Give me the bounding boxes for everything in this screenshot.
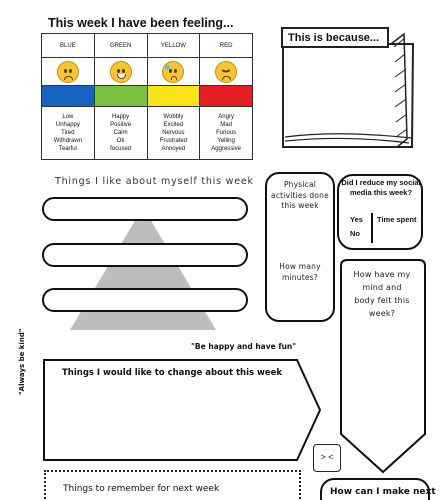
always-be-kind-label: "Always be kind"	[18, 328, 26, 395]
page-title: This week I have been feeling...	[48, 16, 234, 30]
sad-face-icon	[57, 61, 79, 83]
make-next-label: How can I make next	[330, 487, 436, 497]
worried-face-icon	[162, 61, 184, 83]
make-next-box[interactable]	[320, 478, 436, 500]
minutes-question: How many minutes?	[279, 262, 321, 282]
social-media-question: Did I reduce my social media this week?	[341, 178, 421, 197]
mood-word: Low	[62, 114, 74, 120]
mood-word: Tired	[61, 130, 75, 136]
social-time-spent: Time spent	[377, 215, 417, 224]
mood-word: Furious	[216, 130, 237, 136]
mood-word: Annoyed	[161, 146, 186, 152]
angry-face-icon	[215, 61, 237, 83]
mood-word: Tearful	[58, 146, 77, 152]
like-answer-field-3[interactable]	[42, 288, 248, 312]
smiley-tile: > <	[313, 444, 341, 472]
mood-word: Unhappy	[55, 122, 80, 128]
mood-word: Mad	[220, 122, 232, 128]
mood-header-yellow: YELLOW	[147, 34, 200, 58]
mood-header-green: GREEN	[94, 34, 147, 58]
because-label: This is because...	[281, 27, 389, 48]
mood-words-red	[200, 107, 253, 160]
social-yes[interactable]: Yes	[350, 215, 363, 224]
mood-word: Frustrated	[159, 138, 188, 144]
mood-word: Aggressive	[211, 146, 241, 152]
mood-header-red: RED	[200, 34, 253, 58]
mood-words-blue	[42, 107, 95, 160]
mood-face-blue[interactable]	[42, 58, 95, 86]
things-i-like-title: Things I like about myself this week	[55, 176, 254, 187]
mood-word: focused	[110, 146, 132, 152]
mood-words-yellow	[147, 107, 200, 160]
mood-face-green[interactable]	[94, 58, 147, 86]
happy-face-icon	[110, 61, 132, 83]
mood-header-blue: BLUE	[42, 34, 95, 58]
remember-label: Things to remember for next week	[63, 484, 220, 494]
physical-activities-question: Physical activities done this week	[271, 180, 329, 210]
like-answer-field-1[interactable]	[42, 197, 248, 221]
mood-word: Calm	[113, 130, 128, 136]
pyramid-decoration	[68, 205, 218, 332]
mood-face-red[interactable]	[200, 58, 253, 86]
mood-face-yellow[interactable]	[147, 58, 200, 86]
change-label: Things I would like to change about this week	[62, 368, 283, 378]
mood-word: Positive	[110, 122, 132, 128]
because-writing-area[interactable]	[284, 48, 404, 120]
mood-word: Wobbly	[163, 114, 184, 120]
social-divider	[371, 213, 373, 243]
be-happy-quote: "Be happy and have fun"	[191, 342, 297, 351]
mood-word: Excited	[163, 122, 184, 128]
mood-table	[41, 33, 253, 160]
mind-body-question: How have my mind and body felt this week?	[353, 270, 411, 318]
social-no[interactable]: No	[350, 229, 360, 238]
mood-word: Withdrawn	[53, 138, 83, 144]
mood-color-red	[200, 86, 253, 107]
mood-color-blue	[42, 86, 95, 107]
mood-color-green	[94, 86, 147, 107]
like-answer-field-2[interactable]	[42, 243, 248, 267]
mood-word: Ok	[116, 138, 125, 144]
mood-color-yellow	[147, 86, 200, 107]
mood-words-green	[94, 107, 147, 160]
mood-word: Angry	[218, 114, 234, 120]
mood-word: Happy	[111, 114, 130, 120]
mood-word: Yelling	[217, 138, 235, 144]
mood-word: Nervous	[162, 130, 185, 136]
